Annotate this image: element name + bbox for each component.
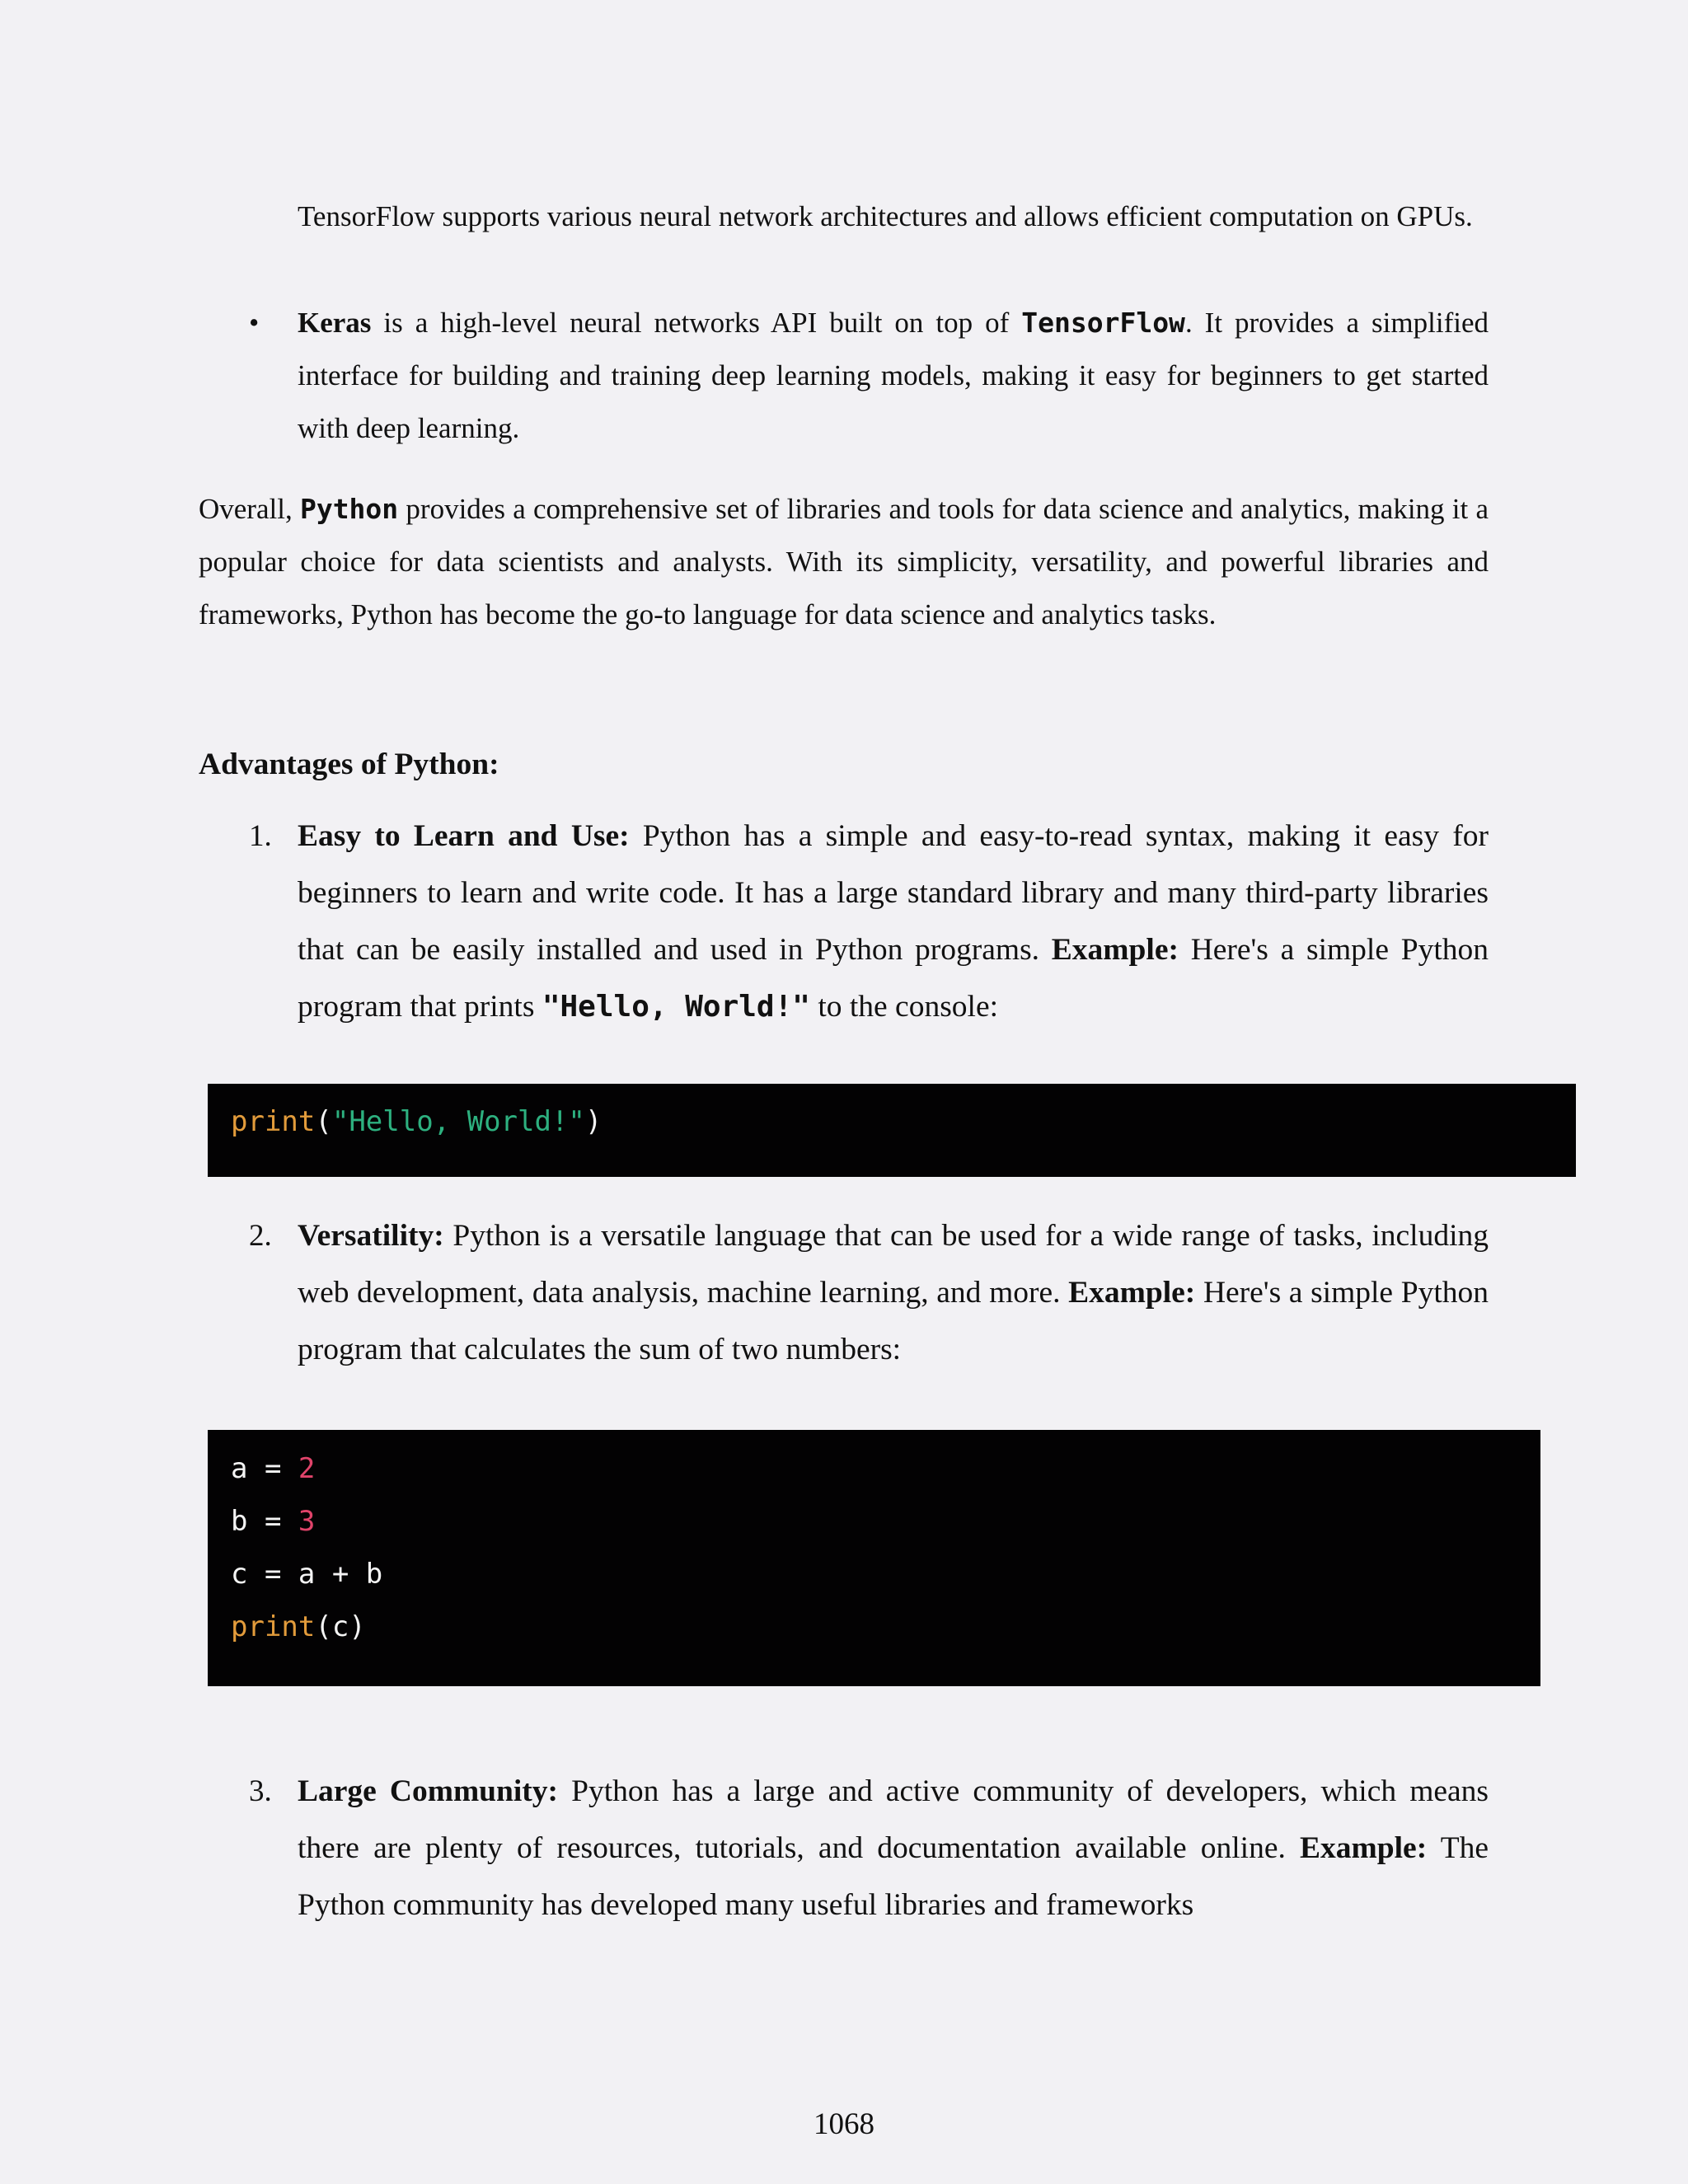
list-item-3 bbox=[298, 1763, 1489, 1933]
code-block-sum bbox=[208, 1430, 1540, 1686]
code-assign-b: b = bbox=[231, 1505, 298, 1538]
tensorflow-text: TensorFlow supports various neural network architectures and allows efficient computation on GPUs. bbox=[298, 200, 1473, 232]
list-number-2: 2. bbox=[249, 1219, 272, 1253]
code-keyword-print: print bbox=[231, 1105, 316, 1138]
inline-code-python: Python bbox=[299, 493, 399, 525]
keras-term: Keras bbox=[298, 307, 372, 339]
list-number-1: 1. bbox=[249, 819, 272, 853]
code-line-2 bbox=[231, 1495, 1540, 1548]
code-paren-close: ) bbox=[584, 1105, 603, 1138]
list-item-1 bbox=[298, 808, 1489, 1035]
bullet-marker: • bbox=[249, 307, 260, 339]
code-keyword-print: print bbox=[231, 1610, 316, 1643]
list-item-2-text: Python is a versatile language that can be used for a wide range of tasks, including web development, data analysis, machine learning, and more. bbox=[298, 1219, 1489, 1310]
code-block-hello-world bbox=[208, 1084, 1576, 1177]
code-line-1 bbox=[231, 1095, 1576, 1148]
code-number-2: 2 bbox=[298, 1452, 316, 1485]
list-item-2 bbox=[298, 1207, 1489, 1378]
tensorflow-paragraph bbox=[298, 190, 1489, 243]
code-string: "Hello, World!" bbox=[331, 1105, 585, 1138]
list-item-2-example-text: Here's a simple Python program that calculates the sum of two numbers: bbox=[298, 1276, 1489, 1366]
list-item-3-example-label: Example: bbox=[1300, 1831, 1428, 1865]
list-item-3-text: Python has a large and active community of developers, which means there are plenty of resources, tutorials, and documentation available online. bbox=[298, 1774, 1489, 1865]
inline-code-tensorflow: TensorFlow bbox=[1021, 307, 1185, 339]
list-item-1-text: Python has a simple and easy-to-read syntax, making it easy for beginners to learn and write code. It has a large standard library and many third-party libraries that can be easily installed and used in Python programs. bbox=[298, 819, 1489, 967]
keras-bullet-item bbox=[298, 297, 1489, 455]
code-print-args: (c) bbox=[315, 1610, 366, 1643]
list-number-3: 3. bbox=[249, 1774, 272, 1808]
code-paren-open: ( bbox=[315, 1105, 332, 1138]
list-item-3-example-text: The Python community has developed many useful libraries and frameworks bbox=[298, 1831, 1489, 1922]
list-item-1-title: Easy to Learn and Use: bbox=[298, 819, 630, 853]
list-item-3-title: Large Community: bbox=[298, 1774, 559, 1808]
list-item-1-example-text: Here's a simple Python program that prints bbox=[298, 933, 1489, 1024]
list-item-1-example-text-end: to the console: bbox=[809, 990, 999, 1024]
code-assign-a: a = bbox=[231, 1452, 298, 1485]
overall-paragraph bbox=[199, 483, 1489, 641]
overall-prefix: Overall, bbox=[199, 493, 300, 525]
list-item-2-example-label: Example: bbox=[1068, 1276, 1196, 1310]
page-number: 1068 bbox=[814, 2107, 874, 2141]
list-item-1-example-label: Example: bbox=[1051, 933, 1179, 967]
keras-text-2: . It provides a simplified interface for building and training deep learning models, making it easy for beginners to get started with deep learning. bbox=[298, 307, 1489, 444]
keras-text-1: is a high-level neural networks API built on top of bbox=[371, 307, 1022, 339]
code-number-3: 3 bbox=[298, 1505, 316, 1538]
section-heading: Advantages of Python: bbox=[199, 748, 499, 781]
overall-text: provides a comprehensive set of libraries and tools for data science and analytics, making it a popular choice for data scientists and analysts. With its simplicity, versatility, and powerful libraries and frameworks, Python has become the go-to language for data science and analytics tasks. bbox=[199, 493, 1489, 630]
inline-code-hello-world: "Hello, World!" bbox=[542, 990, 810, 1024]
list-item-2-title: Versatility: bbox=[298, 1219, 444, 1253]
code-line-3: c = a + b bbox=[231, 1558, 383, 1591]
code-line-1 bbox=[231, 1442, 1540, 1495]
code-line-4 bbox=[231, 1601, 1540, 1653]
